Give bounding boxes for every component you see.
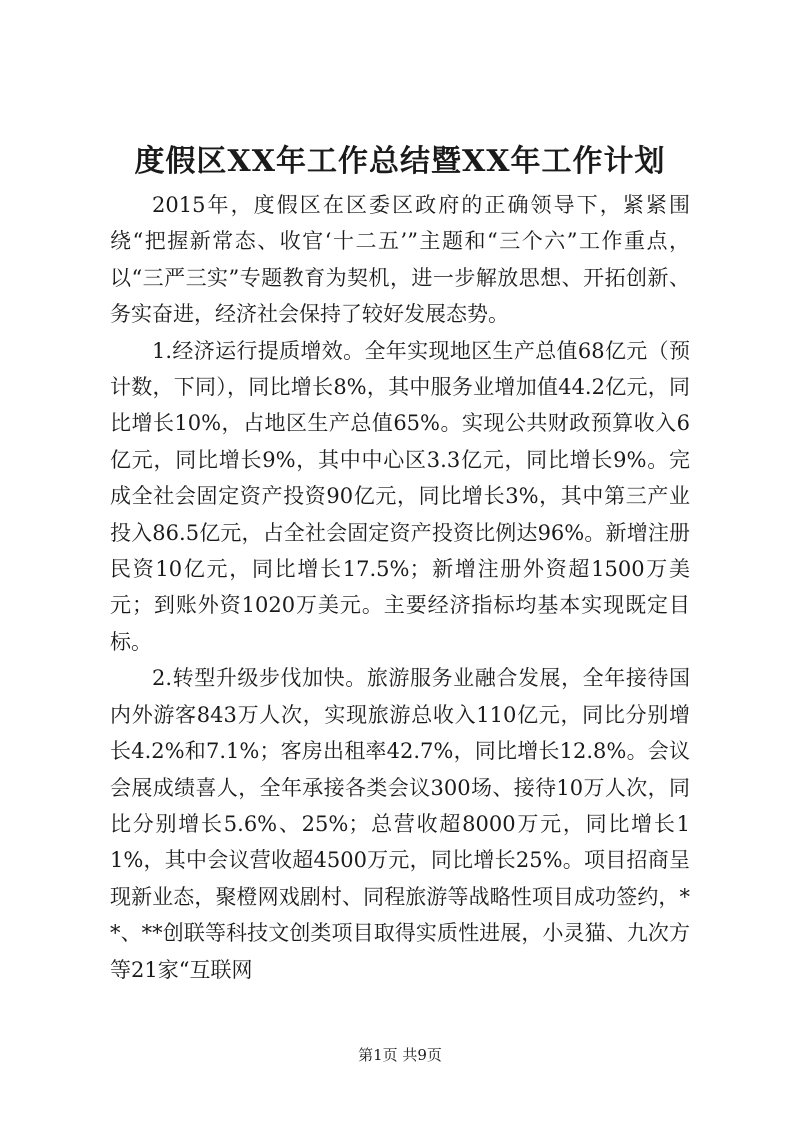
document-title: 度假区XX年工作总结暨XX年工作计划 xyxy=(134,144,666,179)
paragraph-intro: 2015年，度假区在区委区政府的正确领导下，紧紧围绕“把握新常态、收官‘十二五’”主题和“三个六”工作重点，以“三严三实”专题教育为契机，进一步解放思想、开拓创新、务实奋进，经济社会保持了较好发展态势。 xyxy=(110,193,690,327)
page-footer xyxy=(0,1045,800,1065)
paragraph-economy: 1.经济运行提质增效。全年实现地区生产总值68亿元（预计数，下同），同比增长8%，其中服务业增加值44.2亿元，同比增长10%，占地区生产总值65%。实现公共财政预算收入6亿元，同比增长9%，其中中心区3.3亿元，同比增长9%。完成全社会固定资产投资90亿元，同比增长3%，其中第三产业投入86.5亿元，占全社会固定资产投资比例达96%。新增注册民资10亿元，同比增长17.5%；新增注册外资超1500万美元；到账外资1020万美元。主要经济指标均基本实现既定目标。 xyxy=(110,338,690,654)
document-body xyxy=(110,187,690,988)
page-number: 第1页 共9页 xyxy=(358,1046,442,1064)
paragraph-transformation: 2.转型升级步伐加快。旅游服务业融合发展，全年接待国内外游客843万人次，实现旅游总收入110亿元，同比分别增长4.2%和7.1%；客房出租率42.7%，同比增长12.8%。会议会展成绩喜人，全年承接各类会议300场、接待10万人次，同比分别增长5.6%、25%；总营收超8000万元，同比增长11%，其中会议营收超4500万元，同比增长25%。项目招商呈现新业态，聚橙网戏剧村、同程旅游等战略性项目成功签约，**、**创联等科技文创类项目取得实质性进展，小灵猫、九次方等21家“互联网 xyxy=(110,666,690,982)
